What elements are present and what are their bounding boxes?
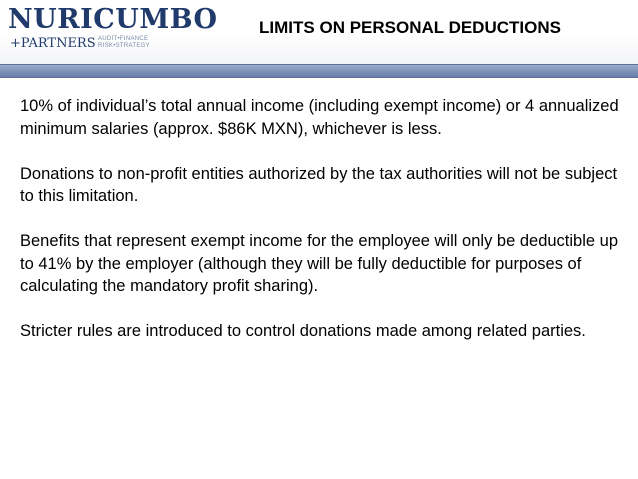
paragraph-stricter-rules: Stricter rules are introduced to control donations made among related parties.	[20, 322, 586, 340]
logo-tagline-line1: AUDIT•FINANCE	[98, 36, 149, 42]
logo-tagline	[98, 36, 150, 50]
paragraph-donations: Donations to non-profit entities authorized by the tax authorities will not be subject to this limitation.	[20, 164, 618, 205]
logo-tagline-line2: RISK•STRATEGY	[98, 43, 150, 49]
logo-name: NURICUMBO	[8, 4, 218, 35]
header-band	[0, 64, 638, 78]
paragraph-income-limit: 10% of individual’s total annual income (including exempt income) or 4 annualized minimum salaries (approx. $86K MXN), whichever is less.	[20, 97, 619, 138]
paragraph-benefits: Benefits that represent exempt income for the employee will only be deductible up to 41% by the employer (although they will be fully deductible for purposes of calculating the mandatory profit sharing).	[20, 232, 619, 295]
slide-title: LIMITS ON PERSONAL DEDUCTIONS	[259, 18, 561, 37]
slide-body	[20, 95, 630, 365]
slide-header	[0, 0, 638, 64]
logo-sub: +PARTNERS	[10, 36, 96, 51]
